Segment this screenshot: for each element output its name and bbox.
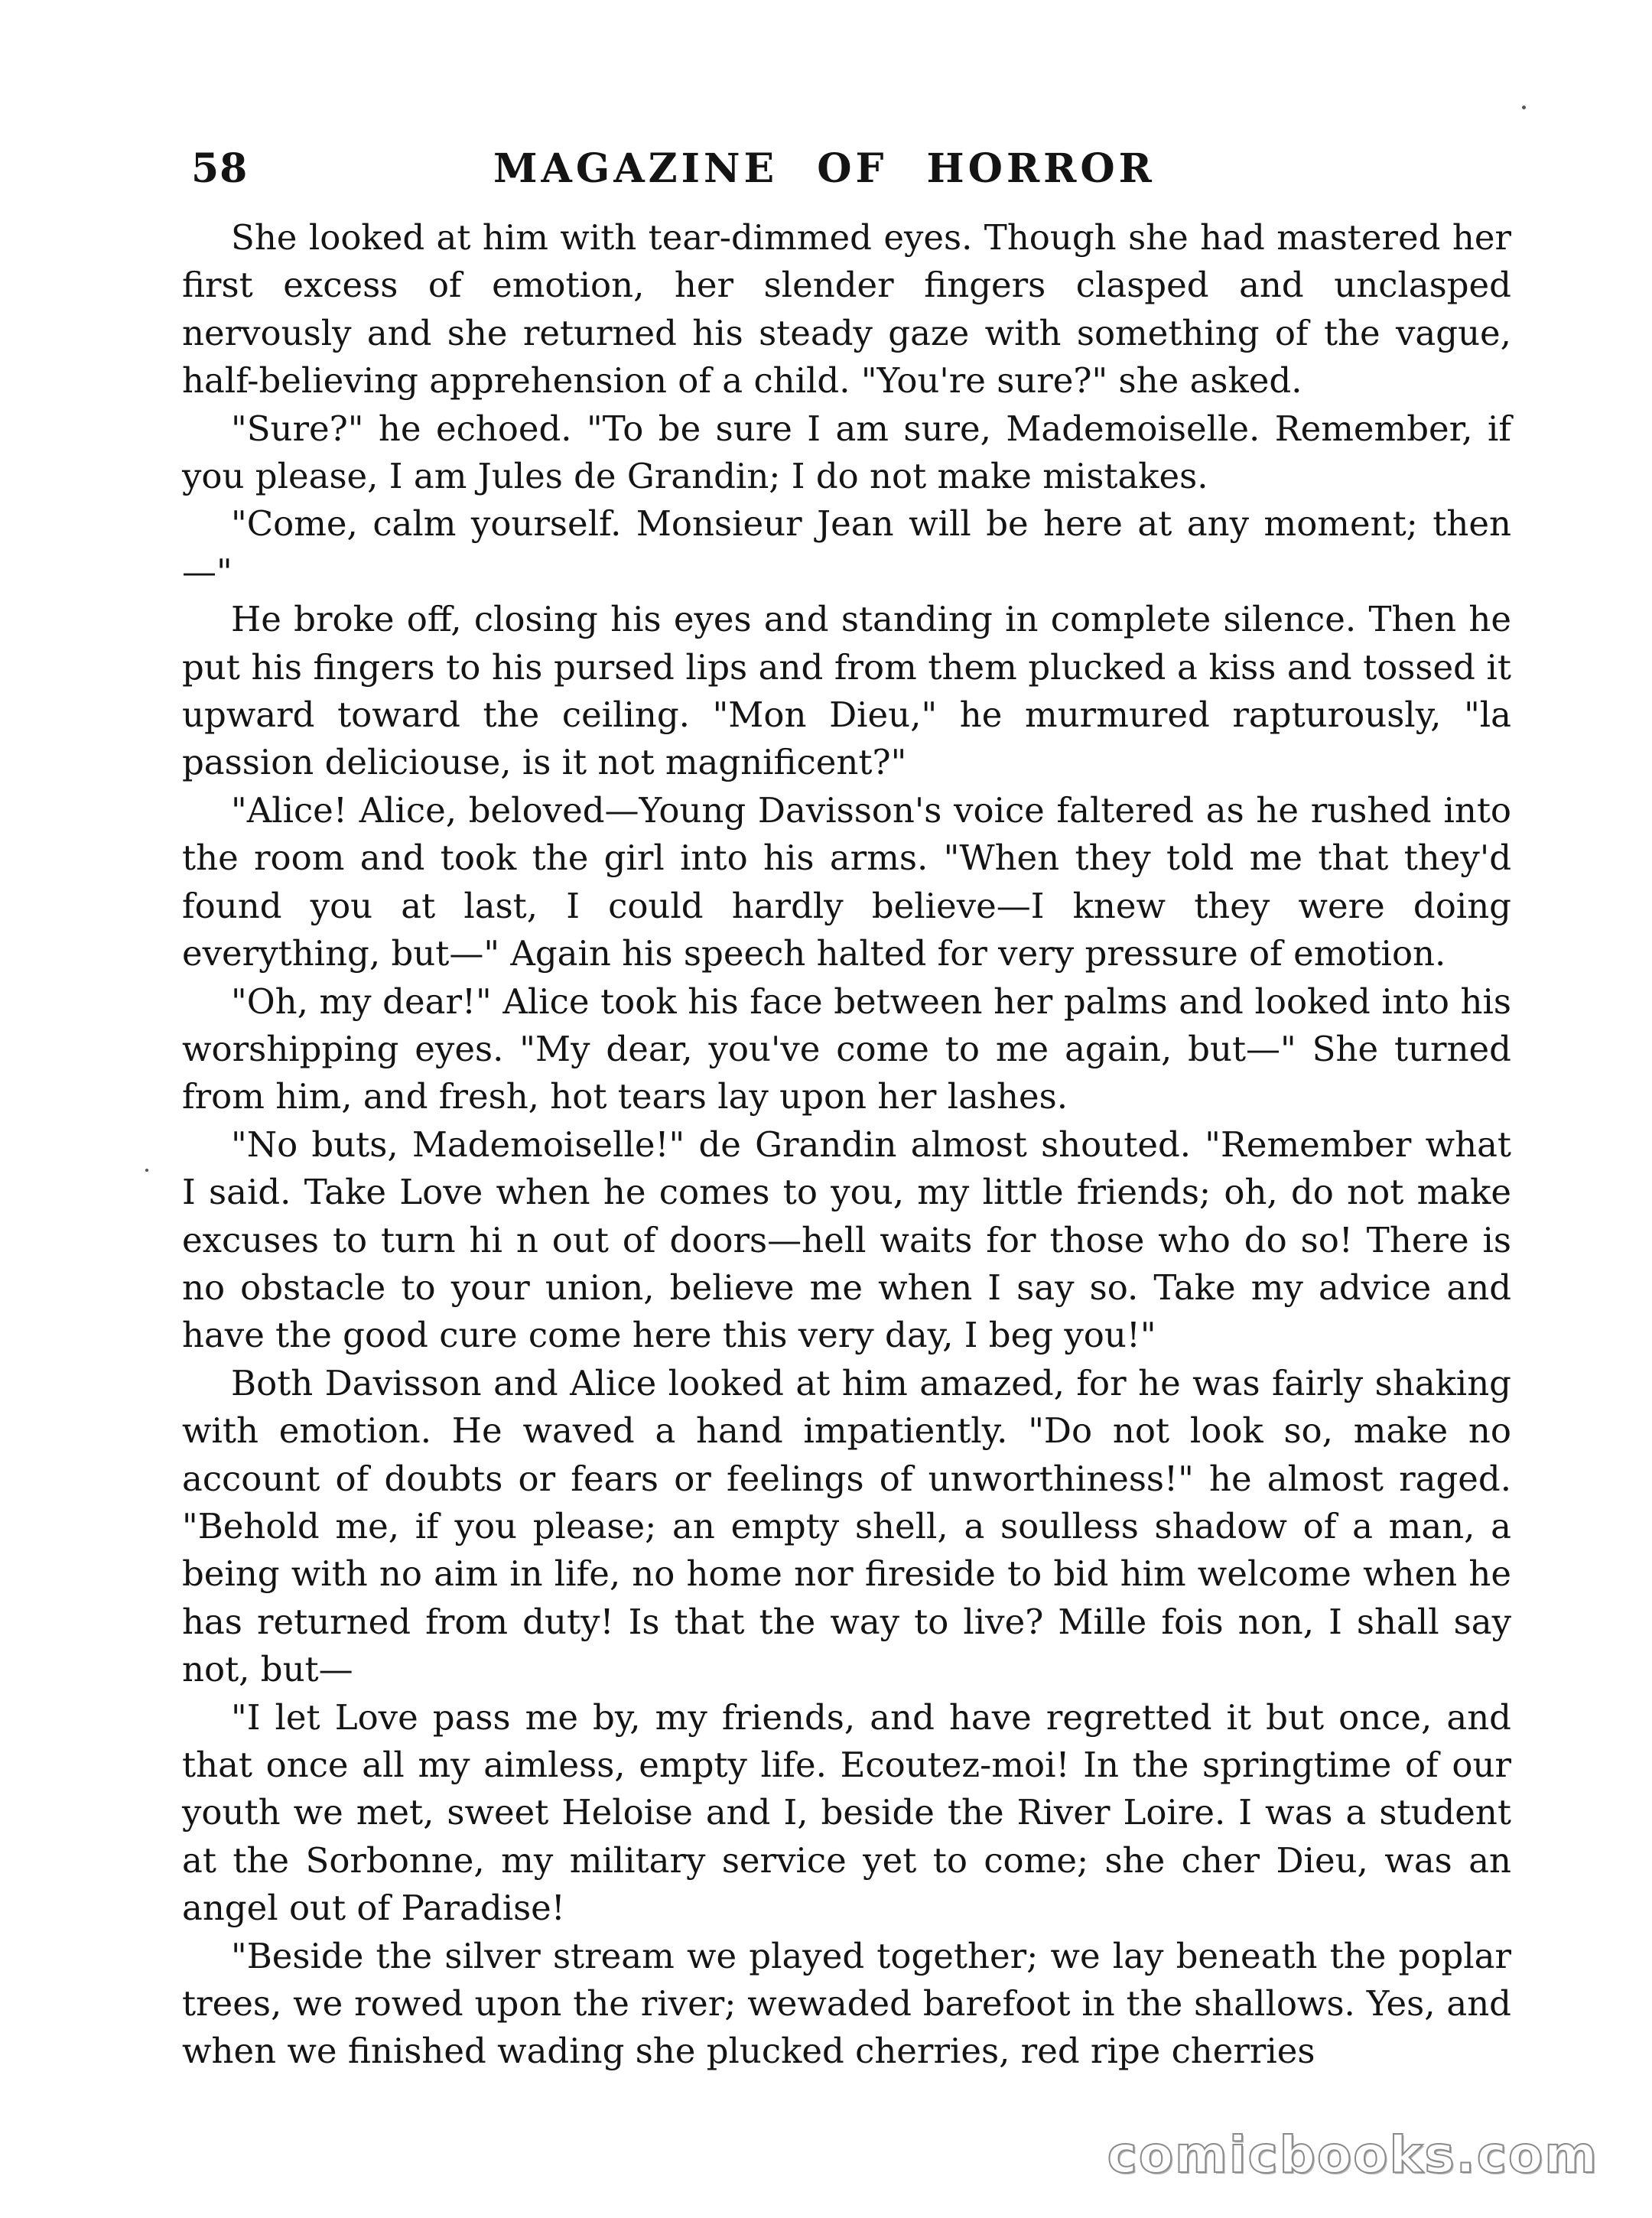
scan-speck	[1522, 106, 1526, 109]
paragraph: "I let Love pass me by, my friends, and have regretted it but once, and that once all my aimless, empty life. Ecoutez-moi! In the springtime of our youth we met, sweet Heloise and I, beside the River Loire. I was a student at the Sorbonne, my military service yet to come; she cher Dieu, was an angel out of Paradise!	[182, 1696, 1511, 1929]
paragraph: Both Davisson and Alice looked at him amazed, for he was fairly shaking with emotion. He waved a hand impatiently. "Do not look so, make no account of doubts or fears or feelings of unworthiness!" he almost raged. "Behold me, if you please; an empty shell, a soulless shadow of a man, a being with no aim in life, no home nor fireside to bid him welcome when he has returned from duty! Is that the way to live? Mille fois non, I shall say not, but—	[182, 1362, 1511, 1690]
page-number: 58	[191, 145, 249, 192]
paragraph: "Come, calm yourself. Monsieur Jean will be here at any moment; then—"	[182, 503, 1511, 592]
running-head: MAGAZINE OF HORROR	[493, 145, 1156, 192]
paragraph: "Sure?" he echoed. "To be sure I am sure, Mademoiselle. Remember, if you please, I am Jules de Grandin; I do not make mistakes.	[182, 408, 1511, 497]
paragraph: "Oh, my dear!" Alice took his face between her palms and looked into his worshipping eyes. "My dear, you've come to me again, but—" She turned from him, and fresh, hot tears lay upon her lashes.	[182, 981, 1511, 1117]
scan-speck	[145, 1169, 148, 1172]
paragraph: He broke off, closing his eyes and standing in complete silence. Then he put his fingers to his pursed lips and from them plucked a kiss and tossed it upward toward the ceiling. "Mon Dieu," he murmured rapturously, "la passion deliciouse, is it not magnificent?"	[182, 599, 1511, 783]
paragraph: "No buts, Mademoiselle!" de Grandin almost shouted. "Remember what I said. Take Love when he comes to you, my little friends; oh, do not make excuses to turn hi n out of doors—hell waits for those who do so! There is no obstacle to your union, believe me when I say so. Take my advice and have the good cure come here this very day, I beg you!"	[182, 1124, 1511, 1356]
paragraph: "Alice! Alice, beloved—Young Davisson's voice faltered as he rushed into the room and took the girl into his arms. "When they told me that they'd found you at last, I could hardly believe—I knew they were doing everything, but—" Again his speech halted for very pressure of emotion.	[182, 789, 1511, 974]
body-text	[182, 214, 1511, 2076]
watermark: comicbooks.com	[1107, 2125, 1598, 2184]
page-header	[184, 145, 1499, 199]
paragraph: "Beside the silver stream we played together; we lay beneath the poplar trees, we rowed upon the river; wewaded barefoot in the shallows. Yes, and when we finished wading she plucked cherries, red ripe cherries	[182, 1935, 1511, 2072]
paragraph: She looked at him with tear-dimmed eyes. Though she had mastered her first excess of emotion, her slender fingers clasped and unclasped nervously and she returned his steady gaze with something of the vague, half-believing apprehension of a child. "You're sure?" she asked.	[182, 217, 1511, 402]
